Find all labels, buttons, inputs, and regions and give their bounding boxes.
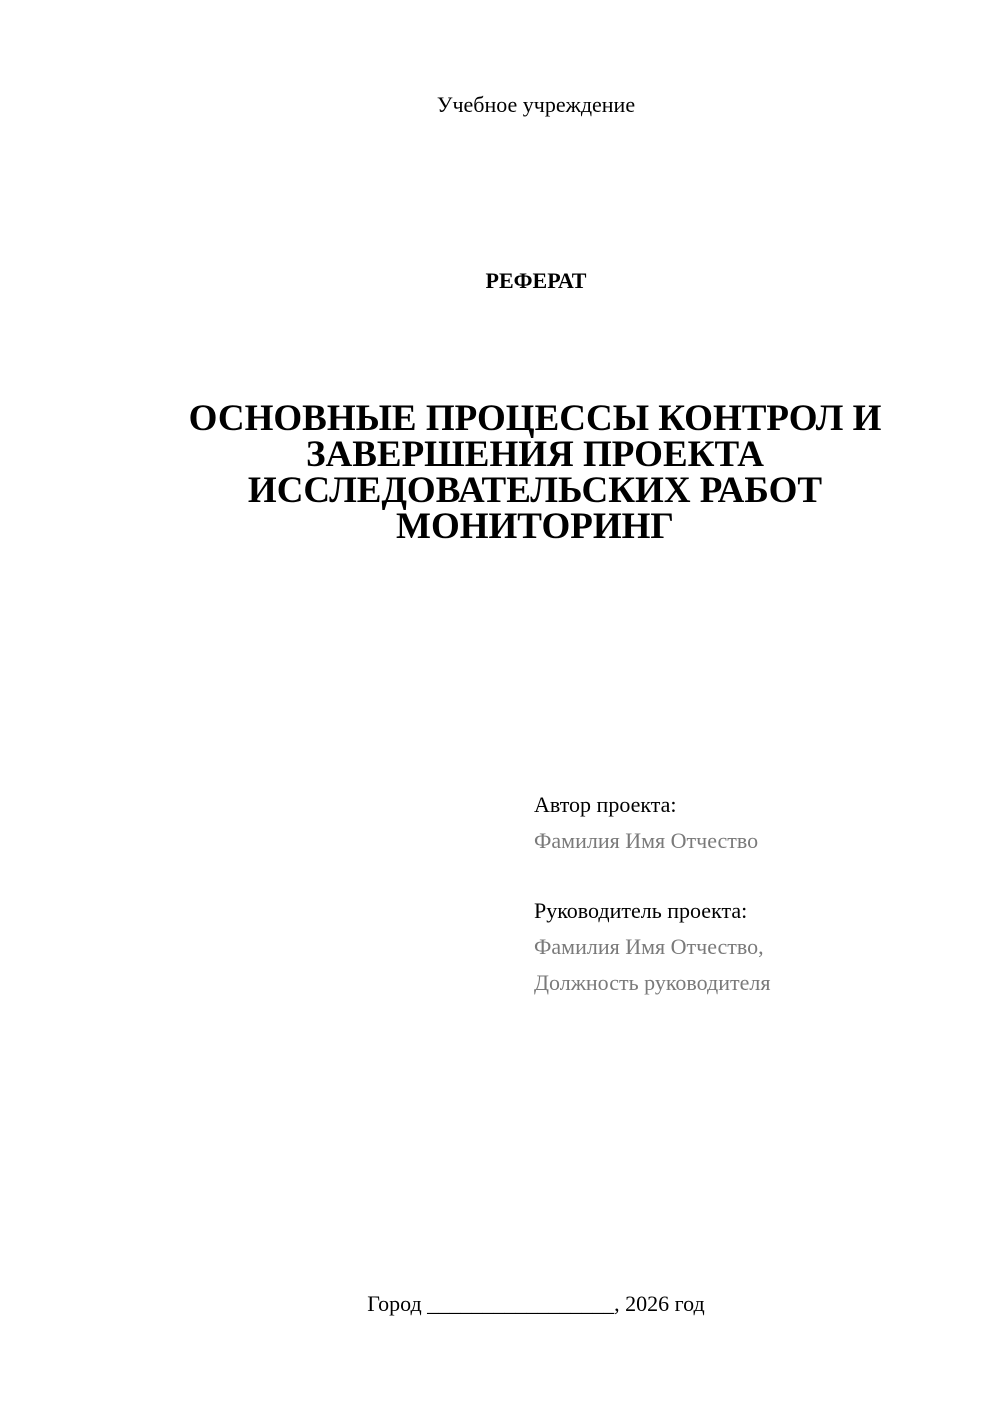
document-type: РЕФЕРАТ <box>485 268 587 293</box>
title-line: ИССЛЕДОВАТЕЛЬСКИХ РАБОТ <box>247 470 823 511</box>
supervisor-label: Руководитель проекта: <box>534 898 748 923</box>
supervisor-block <box>534 893 974 1001</box>
title-line: ЗАВЕРШЕНИЯ ПРОЕКТА <box>305 434 765 475</box>
author-name: Фамилия Имя Отчество <box>534 828 759 853</box>
supervisor-position: Должность руководителя <box>534 970 771 995</box>
title-line: ОСНОВНЫЕ ПРОЦЕССЫ КОНТРОЛ И <box>188 398 882 439</box>
title-line: МОНИТОРИНГ <box>396 506 674 547</box>
document-title <box>160 398 910 547</box>
author-label: Автор проекта: <box>534 792 677 817</box>
city-year-footer: Город _________________, 2026 год <box>367 1291 705 1316</box>
institution-name: Учебное учреждение <box>436 92 636 117</box>
supervisor-name: Фамилия Имя Отчество, <box>534 934 764 959</box>
author-block <box>534 787 974 859</box>
